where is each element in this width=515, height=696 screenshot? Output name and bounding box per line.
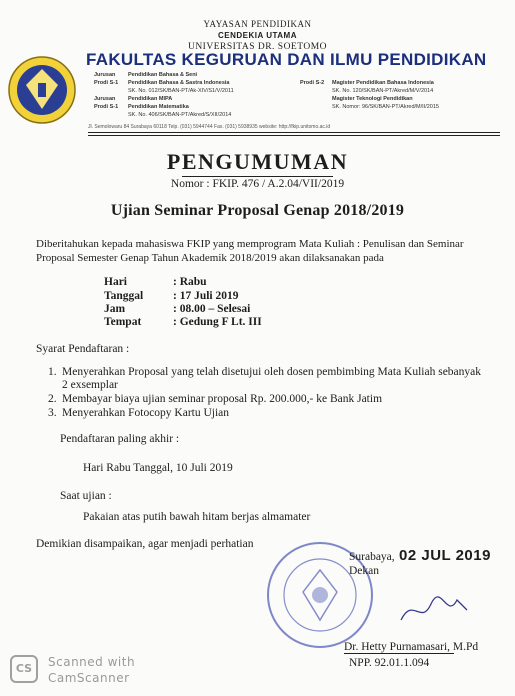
scanner-brand: CamScanner	[48, 671, 130, 685]
intro-line: Diberitahukan kepada mahasiswa FKIP yang memprogram Mata Kuliah : Penulisan dan Seminar	[36, 238, 464, 250]
requirement-text: Membayar biaya ujian seminar proposal Rp. 200.000,- ke Bank Jatim	[62, 393, 383, 405]
requirement-number: 1.	[48, 366, 57, 378]
deadline-value: Hari Rabu Tanggal, 10 Juli 2019	[83, 462, 233, 474]
requirement-text: Menyerahkan Proposal yang telah disetujui oleh dosen pembimbing Mata Kuliah sebanyak	[62, 366, 482, 378]
requirement-text: Menyerahkan Fotocopy Kartu Ujian	[62, 407, 230, 419]
program-label: Prodi S-1	[94, 104, 119, 110]
signature	[395, 590, 475, 630]
requirements-heading: Syarat Pendaftaran :	[36, 343, 130, 355]
program-text: Pendidikan Bahasa & Seni	[128, 72, 198, 78]
requirement-number: 2.	[48, 393, 57, 405]
program-text: Pendidikan MIPA	[128, 96, 173, 102]
signature-underline	[344, 653, 454, 654]
program-text: Pendidikan Bahasa & Sastra Indonesia	[128, 80, 230, 86]
title-underline	[182, 176, 333, 177]
program-text: Magister Pendidikan Bahasa Indonesia	[332, 80, 434, 86]
requirement-number: 3.	[48, 407, 57, 419]
schedule-key: Tanggal	[104, 290, 144, 302]
schedule-key: Hari	[104, 276, 127, 288]
letterhead-rule	[88, 132, 500, 133]
foundation-label: YAYASAN PENDIDIKAN	[203, 19, 312, 29]
program-text: SK. No. 406/SK/BAN-PT/Akred/S/XII/2014	[128, 112, 232, 118]
left-programs	[94, 72, 234, 120]
announcement-subject: Ujian Seminar Proposal Genap 2018/2019	[110, 202, 405, 219]
schedule-value: : Rabu	[173, 276, 207, 288]
announcement-title: PENGUMUMAN	[166, 149, 349, 174]
address-line: Jl. Semolowaru 84 Surabaya 60118 Telp. (031) 5944744 Fax. (031) 5938935 website: http://fkip.unitomo.ac.id	[88, 124, 331, 130]
signing-place: Surabaya,	[349, 551, 395, 563]
letter-number: Nomor : FKIP. 476 / A.2.04/VII/2019	[170, 178, 345, 190]
signatory-position: Dekan	[349, 565, 380, 577]
scanner-line: Scanned with	[48, 655, 136, 669]
signatory-name: Dr. Hetty Purnamasari, M.Pd	[344, 641, 479, 653]
exam-dress-code: Pakaian atas putih bawah hitam berjas almamater	[83, 511, 311, 523]
exam-label: Saat ujian :	[60, 490, 112, 502]
closing-text: Demikian disampaikan, agar menjadi perhatian	[36, 538, 254, 550]
program-label: Prodi S-1	[94, 80, 119, 86]
foundation-name: CENDEKIA UTAMA	[218, 31, 297, 40]
intro-line: Proposal Semester Genap Tahun Akademik 2018/2019 akan dilaksanakan pada	[36, 252, 384, 264]
program-text: Magister Teknologi Pendidikan	[332, 96, 413, 102]
signatory-npp: NPP. 92.01.1.094	[349, 657, 430, 669]
right-programs	[300, 80, 439, 112]
program-label: Jurusan	[94, 72, 116, 78]
program-text: SK. No. 120/SK/BAN-PT/Akred/M/V/2014	[332, 88, 434, 94]
deadline-label: Pendaftaran paling akhir :	[60, 433, 180, 445]
program-text: SK. No. 012/SK/BAN-PT/Ak-XIV/S1/V/2011	[128, 88, 234, 94]
schedule-value: : Gedung F Lt. III	[173, 316, 262, 328]
schedule-value: : 17 Juli 2019	[173, 290, 239, 302]
program-label: Prodi S-2	[300, 80, 325, 86]
university-name: UNIVERSITAS DR. SOETOMO	[187, 42, 328, 52]
camscanner-logo-mark: CS	[10, 655, 38, 683]
schedule-key: Jam	[104, 303, 126, 315]
university-logo	[7, 55, 77, 125]
program-text: Pendidikan Matematika	[128, 104, 189, 110]
date-stamp: 02 JUL 2019	[399, 547, 491, 564]
letterhead-rule-thin	[88, 135, 500, 136]
schedule-key: Tempat	[104, 316, 142, 328]
program-text: SK. Nomor: 96/SK/BAN-PT/Akred/M/II/2015	[332, 104, 439, 110]
schedule-value: : 08.00 – Selesai	[173, 303, 251, 315]
faculty-name: FAKULTAS KEGURUAN DAN ILMU PENDIDIKAN	[86, 50, 487, 69]
program-label: Jurusan	[94, 96, 116, 102]
camscanner-logo	[10, 655, 40, 685]
requirement-text-cont: 2 exsemplar	[62, 379, 118, 391]
